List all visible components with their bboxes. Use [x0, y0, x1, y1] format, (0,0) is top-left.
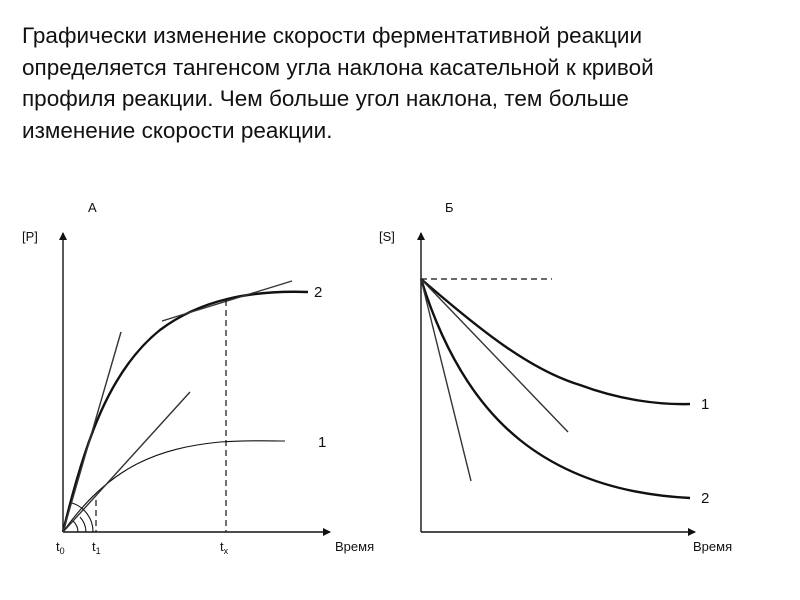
panel-a-curve-1-label: 1 — [318, 434, 327, 451]
panel-a-y-label: [P] — [22, 229, 38, 244]
description-line-3: профиля реакции. Чем больше угол наклона, тем больше — [22, 86, 629, 111]
panel-a-t1-label: $t_1$ — [92, 539, 101, 556]
panel-b-y-label: [S] — [379, 229, 395, 244]
panel-b-curve-2-label: 2 — [701, 490, 710, 507]
panel-a-angle-arc-2 — [80, 517, 86, 532]
description-line-1: Графически изменение скорости ферментативной реакции — [22, 23, 643, 48]
panel-b-title: Б — [445, 200, 454, 215]
panel-a-tangent-steep — [63, 332, 121, 532]
panel-b-tangent-shallow — [421, 279, 568, 432]
panel-a-curve-2 — [63, 292, 308, 532]
panel-a-title: А — [88, 200, 97, 215]
panel-b-curve-1 — [421, 279, 690, 404]
panel-a-t0-label: $t_0$ — [56, 539, 65, 556]
panel-b-x-label: Время — [693, 539, 733, 554]
panel-a-x-label: Время — [335, 539, 375, 554]
panel-a-curve-1 — [63, 441, 285, 532]
description-line-4: изменение скорости реакции. — [22, 117, 333, 143]
panel-b-curve-1-label: 1 — [701, 396, 710, 413]
panel-b-tangent-steep — [421, 279, 471, 481]
panel-a-angle-arc-1 — [73, 521, 78, 532]
description-line-2: определяется тангенсом угла наклона касательной к кривой — [22, 54, 654, 80]
panel-a-tangent-top — [162, 281, 292, 321]
panel-b — [379, 200, 732, 554]
panel-a — [22, 200, 374, 556]
panel-a-curve-2-label: 2 — [314, 284, 323, 301]
panel-a-tx-label: $t_x$ — [220, 539, 229, 556]
